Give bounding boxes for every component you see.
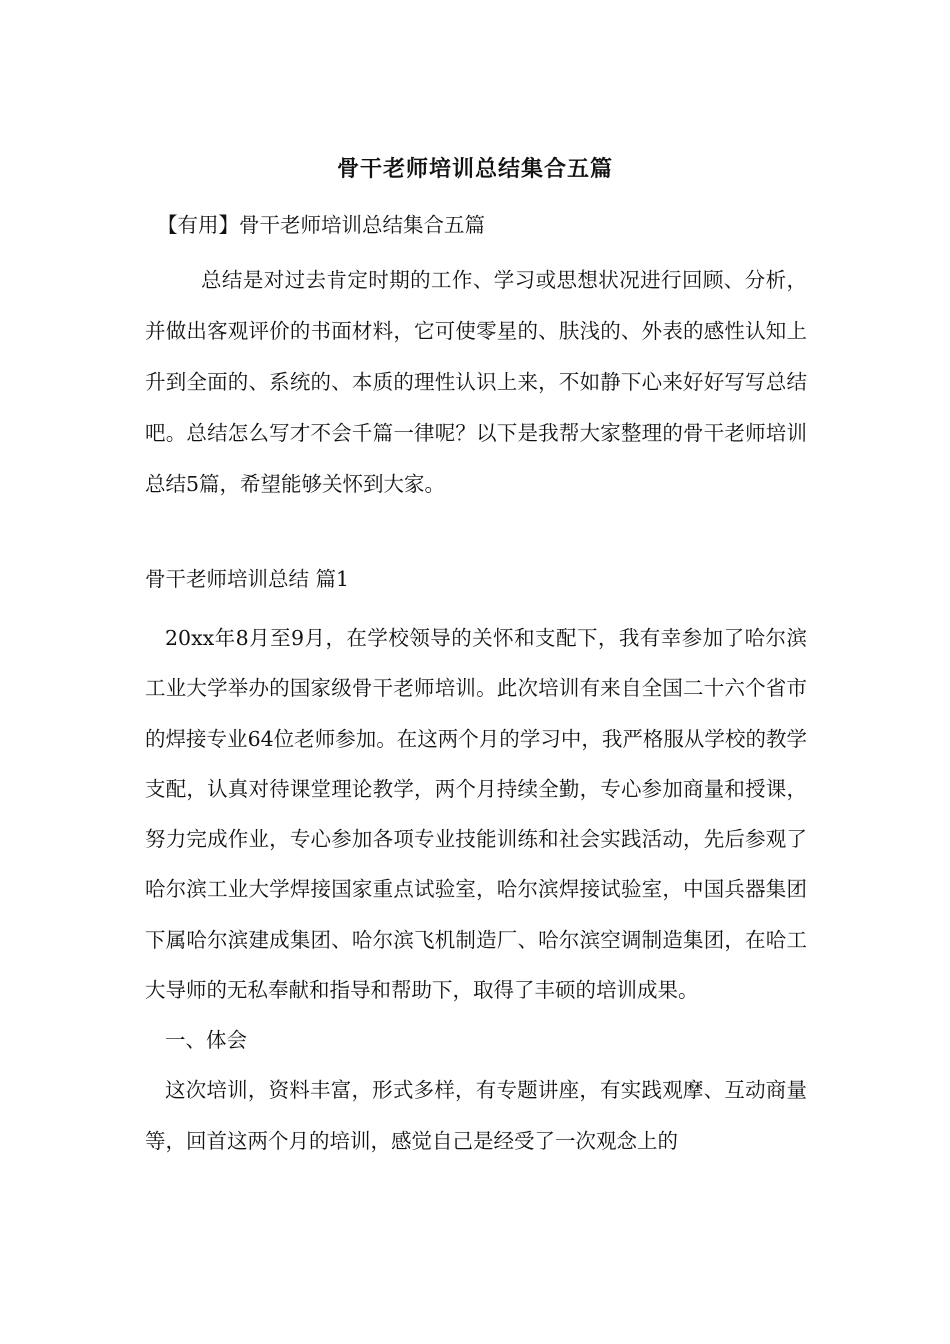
document-body [145,205,807,1166]
body-paragraph: 这次培训，资料丰富，形式多样，有专题讲座，有实践观摩、互动商量等，回首这两个月的培训，感觉自己是经受了一次观念上的 [145,1078,807,1153]
sub-heading: 一、体会 [165,1028,247,1053]
body-paragraph: 20xx年8月至9月，在学校领导的关怀和支配下，我有幸参加了哈尔滨工业大学举办的国家级骨干老师培训。此次培训有来自全国二十六个省市的焊接专业64位老师参加。在这两个月的学习中，我严格服从学校的教学支配，认真对待课堂理论教学，两个月持续全勤，专心参加商量和授课，努力完成作业，专心参加各项专业技能训练和社会实践活动，先后参观了哈尔滨工业大学焊接国家重点试验室，哈尔滨焊接试验室，中国兵器集团下属哈尔滨建成集团、哈尔滨飞机制造厂、哈尔滨空调制造集团，在哈工大导师的无私奉献和指导和帮助下，取得了丰硕的培训成果。 [145,626,807,1003]
intro-paragraph: 总结是对过去肯定时期的工作、学习或思想状况进行回顾、分析，并做出客观评价的书面材料，它可使零星的、肤浅的、外表的感性认知上升到全面的、系统的、本质的理性认识上来，不如静下心来好好写写总结吧。总结怎么写才不会千篇一律呢？以下是我帮大家整理的骨干老师培训总结5篇，希望能够关怀到大家。 [145,268,807,496]
document-subtitle: 【有用】骨干老师培训总结集合五篇 [157,213,485,237]
document-title: 骨干老师培训总结集合五篇 [336,156,613,182]
section-heading: 骨干老师培训总结 篇1 [145,567,350,591]
